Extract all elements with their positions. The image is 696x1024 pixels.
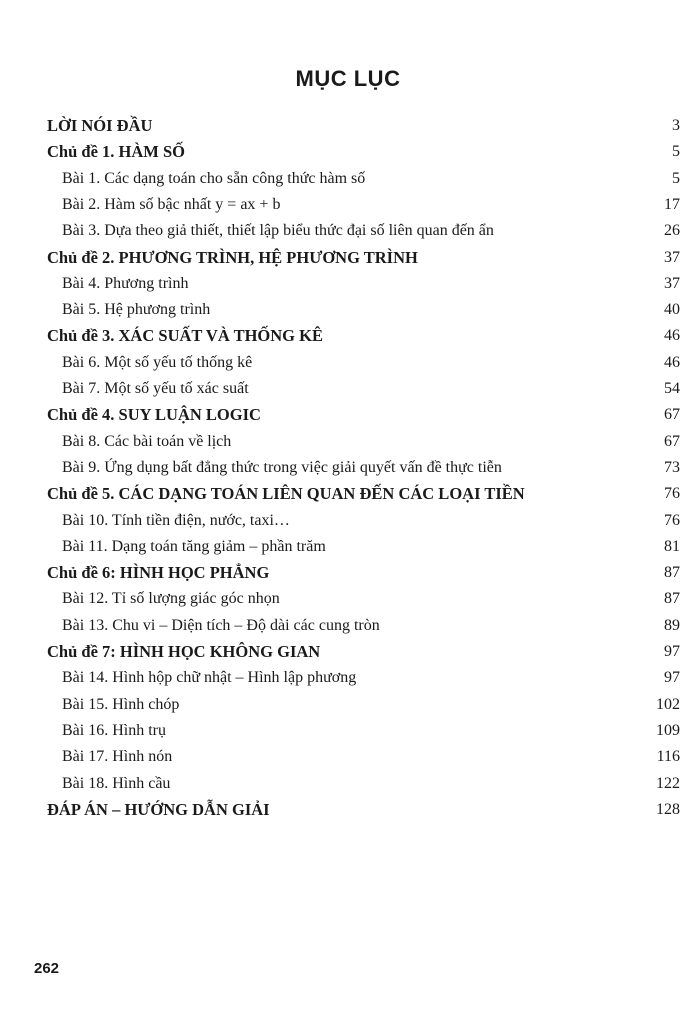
toc-lesson-entry (0, 745, 696, 769)
toc-entry-label: Bài 12. Tỉ số lượng giác góc nhọn (62, 590, 280, 607)
toc-entry-page: 37 (664, 249, 680, 266)
toc-entry-label: Bài 15. Hình chóp (62, 696, 180, 713)
toc-entry-label: Bài 11. Dạng toán tăng giảm – phần trăm (62, 538, 326, 555)
toc-chapter-entry (0, 246, 696, 270)
page-title: MỤC LỤC (295, 66, 401, 91)
toc-lesson-entry (0, 193, 696, 217)
toc-entry-page: 46 (664, 354, 680, 371)
toc-entry-label: Bài 18. Hình cầu (62, 775, 171, 792)
toc-entry-page: 67 (664, 406, 680, 423)
toc-chapter-entry (0, 114, 696, 138)
toc-entry-page: 26 (664, 222, 680, 239)
toc-lesson-entry (0, 456, 696, 480)
toc-entry-label: Bài 6. Một số yếu tố thống kê (62, 354, 253, 371)
toc-lesson-entry (0, 351, 696, 375)
toc-entry-label: Chủ đề 3. XÁC SUẤT VÀ THỐNG KÊ (47, 326, 323, 345)
toc-entry-label: Bài 10. Tính tiền điện, nước, taxi… (62, 512, 290, 529)
toc-entry-label: Chủ đề 1. HÀM SỐ (47, 142, 185, 161)
toc-entry-label: Chủ đề 2. PHƯƠNG TRÌNH, HỆ PHƯƠNG TRÌNH (47, 248, 418, 267)
toc-entry-page: 87 (664, 564, 680, 581)
toc-entry-page: 76 (664, 512, 680, 529)
toc-entry-page: 37 (664, 275, 680, 292)
toc-chapter-entry (0, 403, 696, 427)
toc-lesson-entry (0, 719, 696, 743)
toc-entry-page: 67 (664, 433, 680, 450)
toc-entry-label: Bài 9. Ứng dụng bất đẳng thức trong việc giải quyết vấn đề thực tiễn (62, 459, 502, 476)
toc-entry-page: 87 (664, 590, 680, 607)
toc-entry-page: 89 (664, 617, 680, 634)
toc-chapter-entry (0, 640, 696, 664)
toc-entry-page: 46 (664, 327, 680, 344)
toc-lesson-entry (0, 535, 696, 559)
toc-entry-label: Chủ đề 4. SUY LUẬN LOGIC (47, 405, 261, 424)
toc-entry-page: 109 (656, 722, 680, 739)
toc-entry-label: Chủ đề 7: HÌNH HỌC KHÔNG GIAN (47, 642, 321, 661)
toc-chapter-entry (0, 140, 696, 164)
toc-lesson-entry (0, 614, 696, 638)
toc-entry-page: 122 (656, 775, 680, 792)
toc-entry-page: 97 (664, 643, 680, 660)
toc-chapter-entry (0, 798, 696, 822)
toc-entry-label: Bài 5. Hệ phương trình (62, 301, 211, 318)
toc-lesson-entry (0, 693, 696, 717)
toc-entry-page: 54 (664, 380, 680, 397)
toc-entry-page: 17 (664, 196, 680, 213)
toc-entry-page: 5 (672, 143, 680, 160)
toc-lesson-entry (0, 298, 696, 322)
toc-entry-page: 40 (664, 301, 680, 318)
toc-lesson-entry (0, 666, 696, 690)
toc-chapter-entry (0, 482, 696, 506)
toc-entry-label: Chủ đề 6: HÌNH HỌC PHẲNG (47, 563, 270, 582)
toc-chapter-entry (0, 324, 696, 348)
toc-lesson-entry (0, 772, 696, 796)
toc-entry-page: 81 (664, 538, 680, 555)
toc-lesson-entry (0, 509, 696, 533)
toc-entry-page: 3 (672, 117, 680, 134)
toc-entry-page: 5 (672, 170, 680, 187)
toc-entry-label: Bài 8. Các bài toán về lịch (62, 433, 232, 450)
toc-lesson-entry (0, 430, 696, 454)
toc-entry-label: Bài 16. Hình trụ (62, 722, 166, 739)
toc-entry-label: Bài 3. Dựa theo giả thiết, thiết lập biểu thức đại số liên quan đến ẩn (62, 222, 494, 239)
toc-lesson-entry (0, 587, 696, 611)
toc-entry-label: Bài 1. Các dạng toán cho sẵn công thức hàm số (62, 170, 366, 187)
toc-lesson-entry (0, 219, 696, 243)
toc-lesson-entry (0, 272, 696, 296)
toc-entry-label: Bài 2. Hàm số bậc nhất y = ax + b (62, 196, 281, 213)
toc-entry-label: Bài 4. Phương trình (62, 275, 189, 292)
toc-lesson-entry (0, 167, 696, 191)
toc-chapter-entry (0, 561, 696, 585)
toc-entry-page: 97 (664, 669, 680, 686)
toc-entry-page: 76 (664, 485, 680, 502)
toc-entry-page: 128 (656, 801, 680, 818)
toc-entry-label: Bài 7. Một số yếu tố xác suất (62, 380, 249, 397)
toc-entry-label: Bài 13. Chu vi – Diện tích – Độ dài các cung tròn (62, 617, 380, 634)
toc-entry-page: 73 (664, 459, 680, 476)
toc-entry-page: 116 (656, 748, 680, 765)
toc-entry-page: 102 (656, 696, 680, 713)
toc-entry-label: ĐÁP ÁN – HƯỚNG DẪN GIẢI (47, 800, 270, 819)
toc-entry-label: LỜI NÓI ĐẦU (47, 116, 153, 135)
toc-entry-label: Bài 14. Hình hộp chữ nhật – Hình lập phương (62, 669, 357, 686)
page-number: 262 (34, 960, 60, 977)
toc-entry-label: Chủ đề 5. CÁC DẠNG TOÁN LIÊN QUAN ĐẾN CÁC LOẠI TIỀN (47, 484, 525, 503)
toc-lesson-entry (0, 377, 696, 401)
toc-entry-label: Bài 17. Hình nón (62, 748, 173, 765)
